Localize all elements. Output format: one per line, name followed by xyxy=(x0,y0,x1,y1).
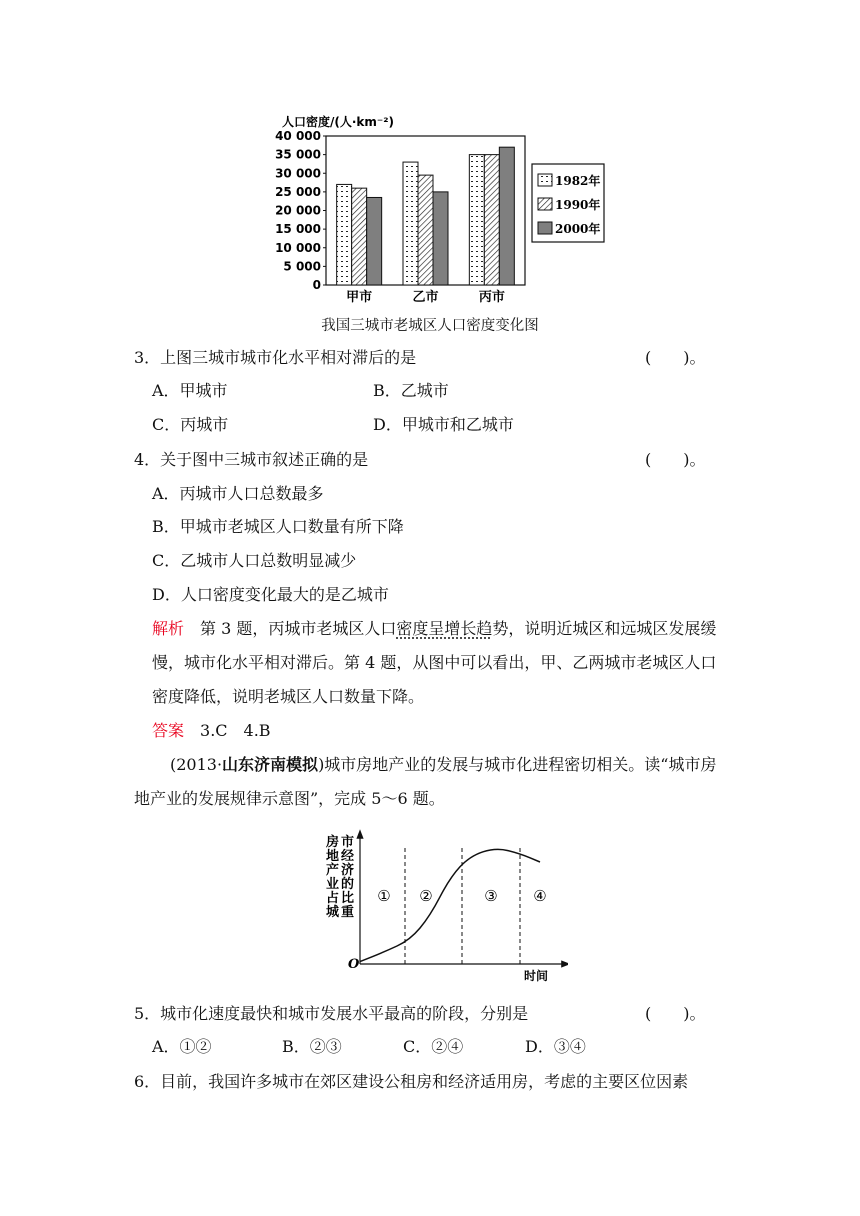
chart2-ylabel-char: 济 xyxy=(341,863,355,878)
chart1-bar xyxy=(337,184,352,285)
chart1-ylabel: 人口密度/(人·km⁻²) xyxy=(282,115,394,129)
chart1-caption: 我国三城市老城区人口密度变化图 xyxy=(321,318,539,334)
q4-option-c: C．乙城市人口总数明显减少 xyxy=(152,551,357,570)
chart2-ylabel-char: 市 xyxy=(341,835,355,850)
chart2-xlabel: 时间 xyxy=(524,969,549,983)
answer-label: 答案 xyxy=(152,721,185,740)
analysis-underlined: 密度呈增长趋 xyxy=(396,619,493,638)
chart2-ylabel-char: 的 xyxy=(341,877,355,892)
chart2-ylabel-char: 房 xyxy=(326,835,340,850)
chart1-bar xyxy=(352,188,367,285)
intro-source: (2013· xyxy=(170,755,223,774)
chart2-ylabel-char: 经 xyxy=(341,849,355,864)
chart1-ytick-label: 35 000 xyxy=(275,147,321,162)
chart1-legend-label: 1990年 xyxy=(555,198,601,212)
q5-stem: 5．城市化速度最快和城市发展水平最高的阶段，分别是 xyxy=(134,1004,529,1023)
chart1-legend-swatch xyxy=(538,174,552,186)
chart2-stage-label: ③ xyxy=(484,887,498,905)
q3-stem: 3．上图三城市城市化水平相对滞后的是 xyxy=(134,348,417,367)
chart1-legend-label: 2000年 xyxy=(555,222,601,236)
chart1-category-label: 丙市 xyxy=(478,290,505,305)
q5-bracket: ( )。 xyxy=(645,1004,706,1023)
chart2-stage-label: ② xyxy=(419,887,433,905)
chart1-legend-swatch xyxy=(538,222,552,234)
population-density-chart xyxy=(270,110,610,310)
q3-option-c: C．丙城市 xyxy=(152,415,229,434)
chart2-ylabel-char: 业 xyxy=(326,877,340,892)
analysis-label: 解析 xyxy=(152,619,185,638)
chart1-bar xyxy=(403,162,418,285)
chart2-origin: O xyxy=(348,957,360,972)
chart1-bar xyxy=(367,197,382,285)
q6-stem: 6．目前，我国许多城市在郊区建设公租房和经济适用房，考虑的主要区位因素 xyxy=(134,1072,689,1091)
chart1-bar xyxy=(418,175,433,285)
chart1-ytick-label: 10 000 xyxy=(275,240,321,255)
chart2-stage-label: ① xyxy=(377,887,391,905)
real-estate-diagram xyxy=(318,828,568,988)
chart1-ytick-label: 15 000 xyxy=(275,222,321,237)
chart1-ytick-label: 20 000 xyxy=(275,203,321,218)
answer-text: 3.C 4.B xyxy=(184,721,271,740)
q5-option-a: A．①② xyxy=(152,1037,212,1056)
analysis-paragraph xyxy=(152,612,732,714)
q3-option-b: B．乙城市 xyxy=(373,381,449,400)
intro-source-bold: 山东济南模拟 xyxy=(222,755,319,774)
chart1-bar xyxy=(484,155,499,285)
q3-option-a: A．甲城市 xyxy=(152,381,228,400)
analysis-text-a: 第 3 题，丙城市老城区人口 xyxy=(184,619,397,638)
chart1-bar xyxy=(499,147,514,285)
chart1-ytick-label: 30 000 xyxy=(275,166,321,181)
chart1-ytick-label: 25 000 xyxy=(275,184,321,199)
q5-option-b: B．②③ xyxy=(282,1037,342,1056)
chart1-bar xyxy=(433,192,448,285)
intro-text: )城市房地产业的发展与城市化进程密切相关。读“城市房地产业的发展规律示意图”，完成 5～6 题。 xyxy=(134,755,717,808)
q3-bracket: ( )。 xyxy=(645,348,706,367)
chart1-legend-swatch xyxy=(538,198,552,210)
q3-option-d: D．甲城市和乙城市 xyxy=(373,415,514,434)
chart2-ylabel-char: 城 xyxy=(326,905,340,920)
analysis-text-b: 势，说明近城区和远城区发展缓慢，城市化水平相对滞后。第 4 题，从图中可以看出，甲、乙两城市老城区人口密度降低，说明老城区人口数量下降。 xyxy=(152,619,717,706)
chart1-bar xyxy=(469,155,484,285)
q4-bracket: ( )。 xyxy=(645,450,706,469)
chart2-ylabel-char: 产 xyxy=(326,863,340,878)
chart1-ytick-label: 5 000 xyxy=(283,259,321,274)
chart2-stage-label: ④ xyxy=(533,887,547,905)
answer-line xyxy=(152,720,271,742)
q4-option-d: D．人口密度变化最大的是乙城市 xyxy=(152,585,389,604)
q4-option-b: B．甲城市老城区人口数量有所下降 xyxy=(152,517,404,536)
chart2-ylabel-char: 重 xyxy=(341,905,355,920)
chart1-category-label: 甲市 xyxy=(346,290,373,305)
chart1-ytick-label: 40 000 xyxy=(275,129,321,143)
chart1-category-label: 乙市 xyxy=(412,290,439,305)
chart2-ylabel-char: 比 xyxy=(341,891,355,906)
chart1-legend-label: 1982年 xyxy=(555,174,601,188)
q4-stem: 4．关于图中三城市叙述正确的是 xyxy=(134,450,369,469)
chart1-ytick-label: 0 xyxy=(312,278,321,292)
chart2-ylabel-char: 地 xyxy=(326,849,340,864)
q4-option-a: A．丙城市人口总数最多 xyxy=(152,484,324,503)
chart2-ylabel-char: 占 xyxy=(326,891,340,906)
q5-option-d: D．③④ xyxy=(525,1037,586,1056)
intro-paragraph xyxy=(134,748,732,816)
q5-option-c: C．②④ xyxy=(403,1037,464,1056)
growth-curve xyxy=(360,849,540,961)
